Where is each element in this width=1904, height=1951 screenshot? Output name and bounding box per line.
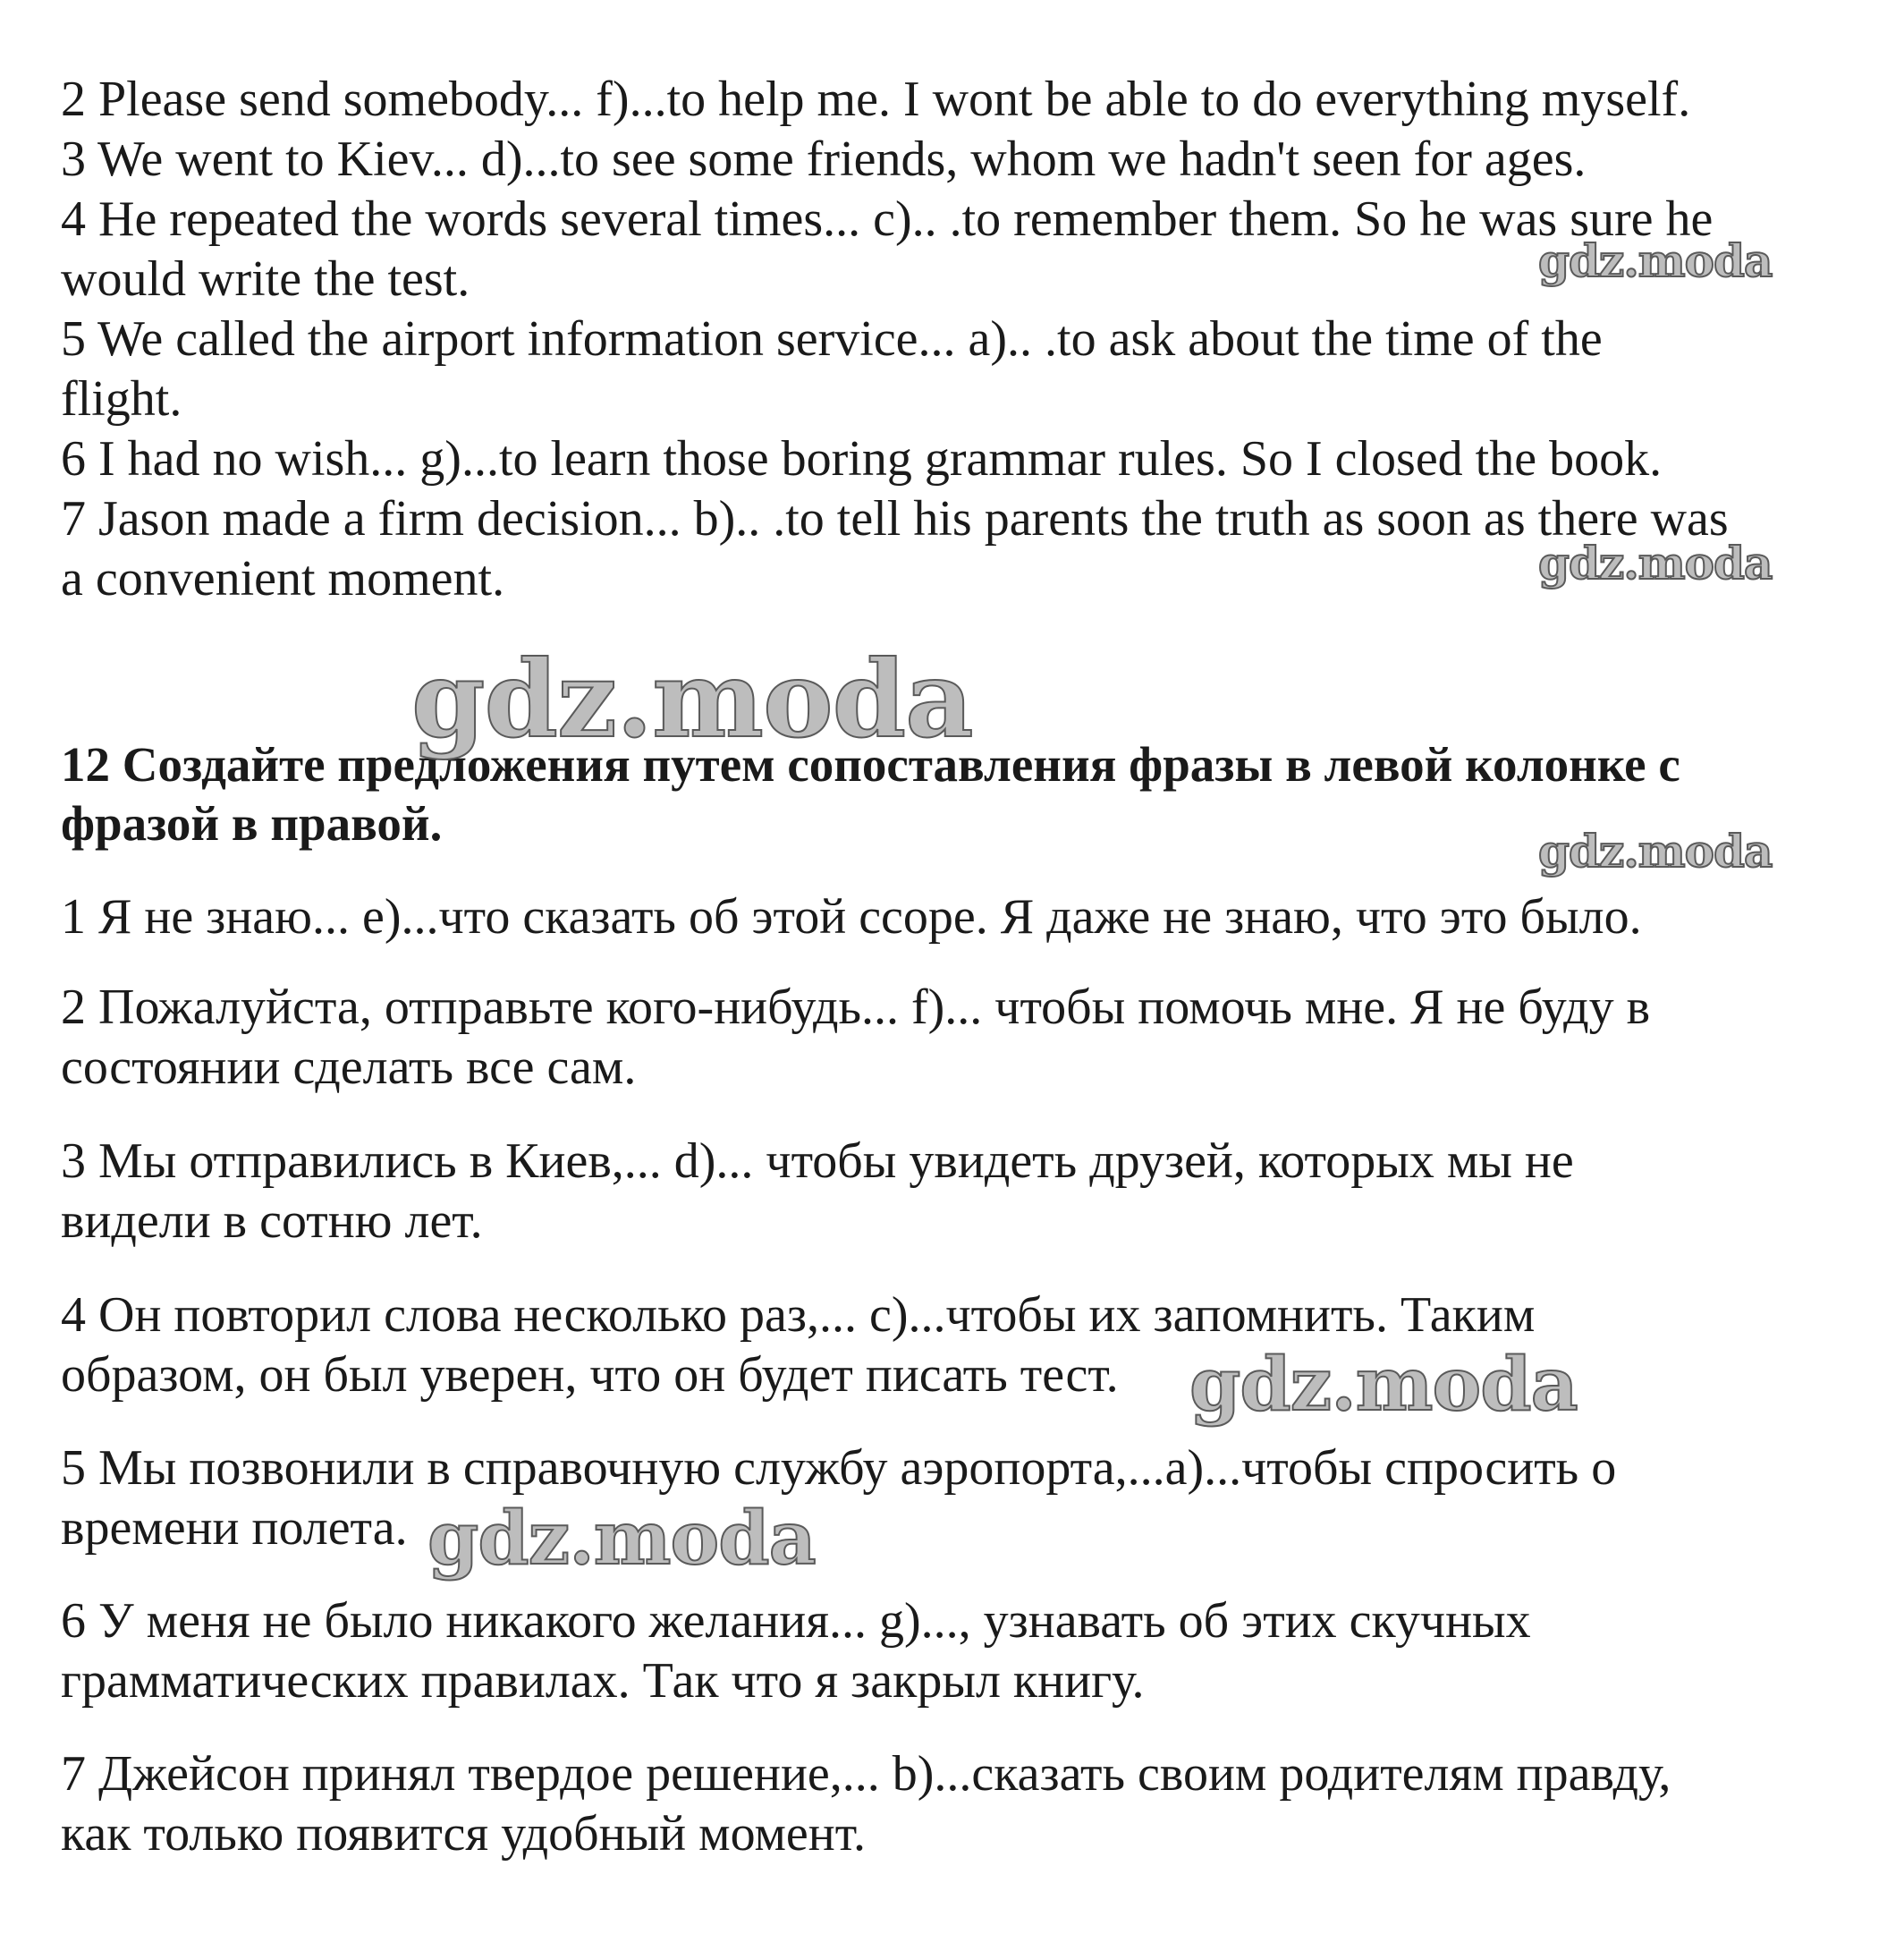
russian-answer-line: 2 Пожалуйста, отправьте кого-нибудь... f)... чтобы помочь мне. Я не буду в xyxy=(61,980,1651,1035)
russian-answer-line: видели в сотню лет. xyxy=(61,1193,483,1249)
russian-answer-line: 3 Мы отправились в Киев,... d)... чтобы увидеть друзей, которых мы не xyxy=(61,1133,1574,1189)
english-answer-line: a convenient moment. xyxy=(61,551,505,607)
russian-answer-line: 1 Я не знаю... e)...что сказать об этой ссоре. Я даже не знаю, что это было. xyxy=(61,889,1642,945)
watermark: gdz.moda xyxy=(411,637,973,761)
watermark: gdz.moda xyxy=(1538,825,1773,878)
watermark: gdz.moda xyxy=(427,1496,816,1582)
english-answer-line: 2 Please send somebody... f)...to help me. I wont be able to do everything myself. xyxy=(61,72,1691,127)
russian-answer-line: как только появится удобный момент. xyxy=(61,1806,867,1862)
russian-answer-line: образом, он был уверен, что он будет писать тест. xyxy=(61,1347,1119,1403)
english-answer-line: 7 Jason made a firm decision... b).. .to tell his parents the truth as soon as there was xyxy=(61,491,1729,547)
english-answer-line: 3 We went to Kiev... d)...to see some friends, whom we hadn't seen for ages. xyxy=(61,131,1587,187)
watermark: gdz.moda xyxy=(1538,537,1773,590)
english-answer-line: 5 We called the airport information service... a).. .to ask about the time of the xyxy=(61,311,1603,367)
russian-answer-line: 7 Джейсон принял твердое решение,... b)...сказать своим родителям правду, xyxy=(61,1746,1671,1802)
russian-answer-line: 6 У меня не было никакого желания... g)..., узнавать об этих скучных xyxy=(61,1593,1531,1649)
russian-answer-line: времени полета. xyxy=(61,1500,408,1556)
task-heading: 12 Создайте предложения путем сопоставления фразы в левой колонке с xyxy=(61,737,1680,792)
english-answer-line: 6 I had no wish... g)...to learn those boring grammar rules. So I closed the book. xyxy=(61,431,1663,487)
russian-answer-line: 5 Мы позвонили в справочную службу аэропорта,...a)...чтобы спросить о xyxy=(61,1440,1617,1496)
russian-answer-line: состоянии сделать все сам. xyxy=(61,1039,637,1095)
russian-answer-line: 4 Он повторил слова несколько раз,... c)...чтобы их запомнить. Таким xyxy=(61,1287,1536,1343)
watermark: gdz.moda xyxy=(1538,234,1773,287)
russian-answer-line: грамматических правилах. Так что я закрыл книгу. xyxy=(61,1653,1145,1709)
english-answer-line: would write the test. xyxy=(61,251,470,307)
english-answer-line: flight. xyxy=(61,371,182,427)
english-answer-line: 4 He repeated the words several times... c).. .to remember them. So he was sure he xyxy=(61,191,1714,247)
watermark: gdz.moda xyxy=(1189,1342,1578,1428)
task-heading: фразой в правой. xyxy=(61,796,443,851)
